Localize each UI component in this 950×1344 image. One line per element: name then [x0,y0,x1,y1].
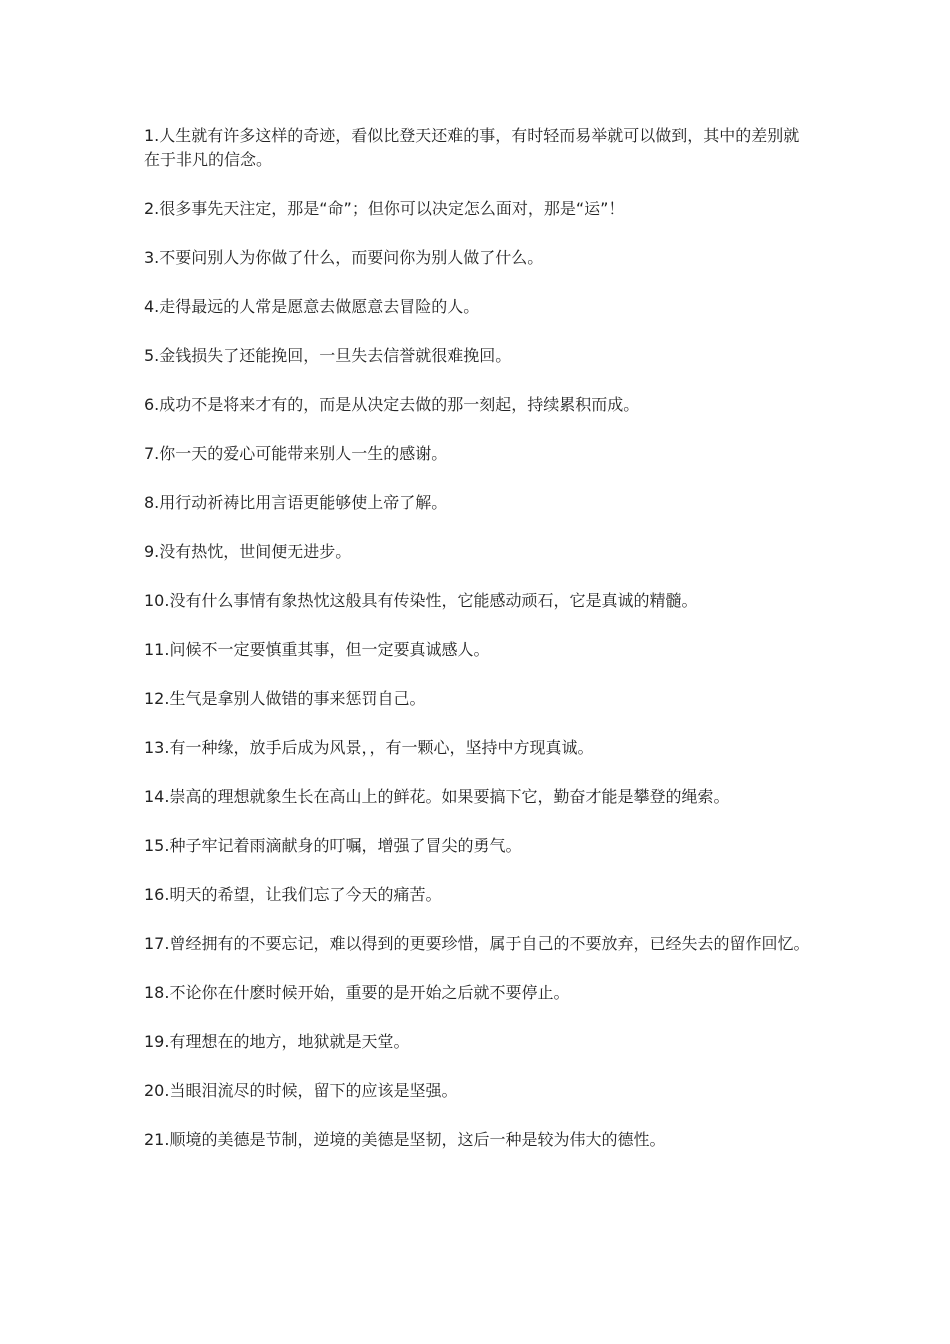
quote-item-18: 18.不论你在什麽时候开始，重要的是开始之后就不要停止。 [144,983,570,1002]
quote-list [144,124,810,1177]
quote-item-14: 14.崇高的理想就象生长在高山上的鲜花。如果要搞下它，勤奋才能是攀登的绳索。 [144,787,730,806]
quote-item-6: 6.成功不是将来才有的，而是从决定去做的那一刻起，持续累积而成。 [144,395,640,414]
quote-item-2: 2.很多事先天注定，那是“命”；但你可以决定怎么面对，那是“运”！ [144,199,625,218]
quote-item-3: 3.不要问别人为你做了什么，而要问你为别人做了什么。 [144,248,544,267]
quote-item-5: 5.金钱损失了还能挽回，一旦失去信誉就很难挽回。 [144,346,512,365]
quote-item-8: 8.用行动祈祷比用言语更能够使上帝了解。 [144,493,448,512]
quote-item-20: 20.当眼泪流尽的时候，留下的应该是坚强。 [144,1081,458,1100]
quote-item-13: 13.有一种缘，放手后成为风景，，有一颗心，坚持中方现真诚。 [144,738,594,757]
quote-item-19: 19.有理想在的地方，地狱就是天堂。 [144,1032,410,1051]
quote-item-21: 21.顺境的美德是节制，逆境的美德是坚韧，这后一种是较为伟大的德性。 [144,1130,666,1149]
quote-item-12: 12.生气是拿别人做错的事来惩罚自己。 [144,689,426,708]
quote-item-11: 11.问候不一定要慎重其事，但一定要真诚感人。 [144,640,490,659]
quote-item-1: 1.人生就有许多这样的奇迹，看似比登天还难的事，有时轻而易举就可以做到，其中的差别就在于非凡的信念。 [144,126,800,169]
quote-item-9: 9.没有热忱，世间便无进步。 [144,542,352,561]
quote-item-17: 17.曾经拥有的不要忘记，难以得到的更要珍惜，属于自己的不要放弃，已经失去的留作回忆。 [144,934,810,953]
quote-item-7: 7.你一天的爱心可能带来别人一生的感谢。 [144,444,448,463]
quote-item-15: 15.种子牢记着雨滴献身的叮嘱，增强了冒尖的勇气。 [144,836,522,855]
quote-item-16: 16.明天的希望，让我们忘了今天的痛苦。 [144,885,442,904]
quote-item-4: 4.走得最远的人常是愿意去做愿意去冒险的人。 [144,297,480,316]
quote-item-10: 10.没有什么事情有象热忱这般具有传染性，它能感动顽石，它是真诚的精髓。 [144,591,698,610]
